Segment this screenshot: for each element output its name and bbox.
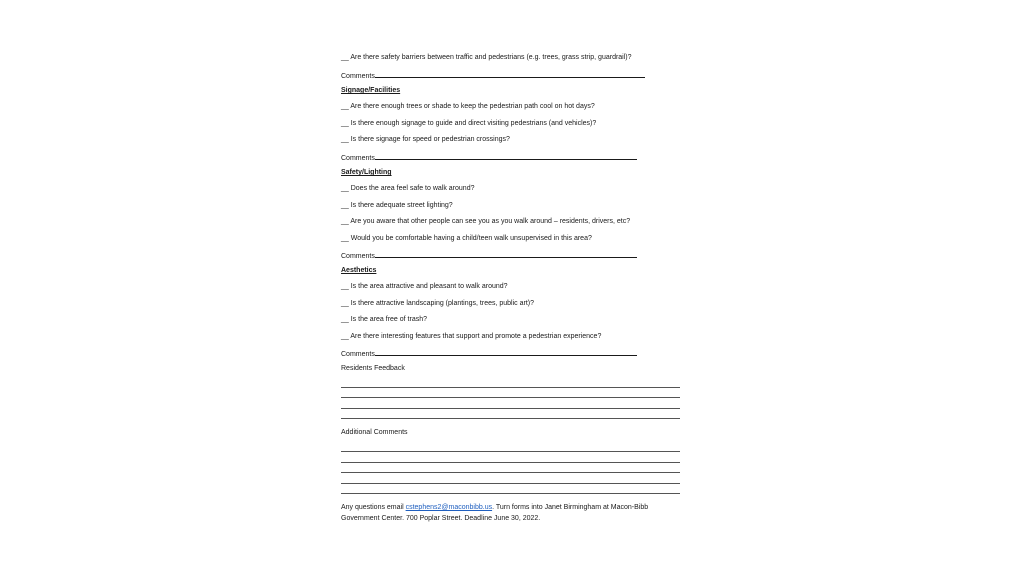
additional-comments-line[interactable] (341, 462, 680, 463)
question-attractive: __ Is the area attractive and pleasant to walk around? (341, 283, 508, 290)
additional-comments-label: Additional Comments (341, 429, 408, 436)
comments-line-3 (341, 250, 637, 261)
question-features: __ Are there interesting features that support and promote a pedestrian experience? (341, 333, 602, 340)
residents-feedback-line[interactable] (341, 397, 680, 398)
heading-aesthetics: Aesthetics (341, 267, 377, 274)
heading-signage-facilities: Signage/Facilities (341, 87, 401, 94)
question-trash: __ Is the area free of trash? (341, 316, 427, 323)
comments-blank[interactable] (375, 70, 645, 78)
comments-line-1 (341, 70, 645, 81)
comments-label: Comments (341, 155, 375, 162)
comments-blank[interactable] (375, 152, 637, 160)
question-street-lighting: __ Is there adequate street lighting? (341, 202, 453, 209)
residents-feedback-label: Residents Feedback (341, 365, 405, 372)
footer-line-1 (341, 503, 648, 512)
residents-feedback-line[interactable] (341, 387, 680, 388)
comments-label: Comments (341, 73, 375, 80)
residents-feedback-line[interactable] (341, 418, 680, 419)
comments-label: Comments (341, 253, 375, 260)
question-landscaping: __ Is there attractive landscaping (plantings, trees, public art)? (341, 300, 534, 307)
comments-blank[interactable] (375, 348, 637, 356)
comments-line-4 (341, 348, 637, 359)
additional-comments-line[interactable] (341, 472, 680, 473)
question-safety-barriers: __ Are there safety barriers between traffic and pedestrians (e.g. trees, grass strip, guardrail)? (341, 54, 632, 61)
question-signage-guide: __ Is there enough signage to guide and direct visiting pedestrians (and vehicles)? (341, 120, 597, 127)
comments-blank[interactable] (375, 250, 637, 258)
comments-label: Comments (341, 351, 375, 358)
footer-suffix: . Turn forms into Janet Birmingham at Macon-Bibb (492, 504, 649, 511)
question-trees-shade: __ Are there enough trees or shade to keep the pedestrian path cool on hot days? (341, 103, 595, 110)
question-visibility: __ Are you aware that other people can see you as you walk around – residents, drivers, etc? (341, 218, 631, 225)
additional-comments-line[interactable] (341, 493, 680, 494)
residents-feedback-line[interactable] (341, 408, 680, 409)
additional-comments-line[interactable] (341, 483, 680, 484)
comments-line-2 (341, 152, 637, 163)
heading-safety-lighting: Safety/Lighting (341, 169, 392, 176)
footer-line-2: Government Center. 700 Poplar Street. Deadline June 30, 2022. (341, 515, 541, 522)
footer-prefix: Any questions email (341, 504, 406, 511)
additional-comments-line[interactable] (341, 451, 680, 452)
question-child-unsupervised: __ Would you be comfortable having a child/teen walk unsupervised in this area? (341, 235, 592, 242)
contact-email-link[interactable]: cstephens2@maconbibb.us (405, 504, 493, 511)
question-signage-speed: __ Is there signage for speed or pedestrian crossings? (341, 136, 510, 143)
question-feel-safe: __ Does the area feel safe to walk around? (341, 185, 475, 192)
